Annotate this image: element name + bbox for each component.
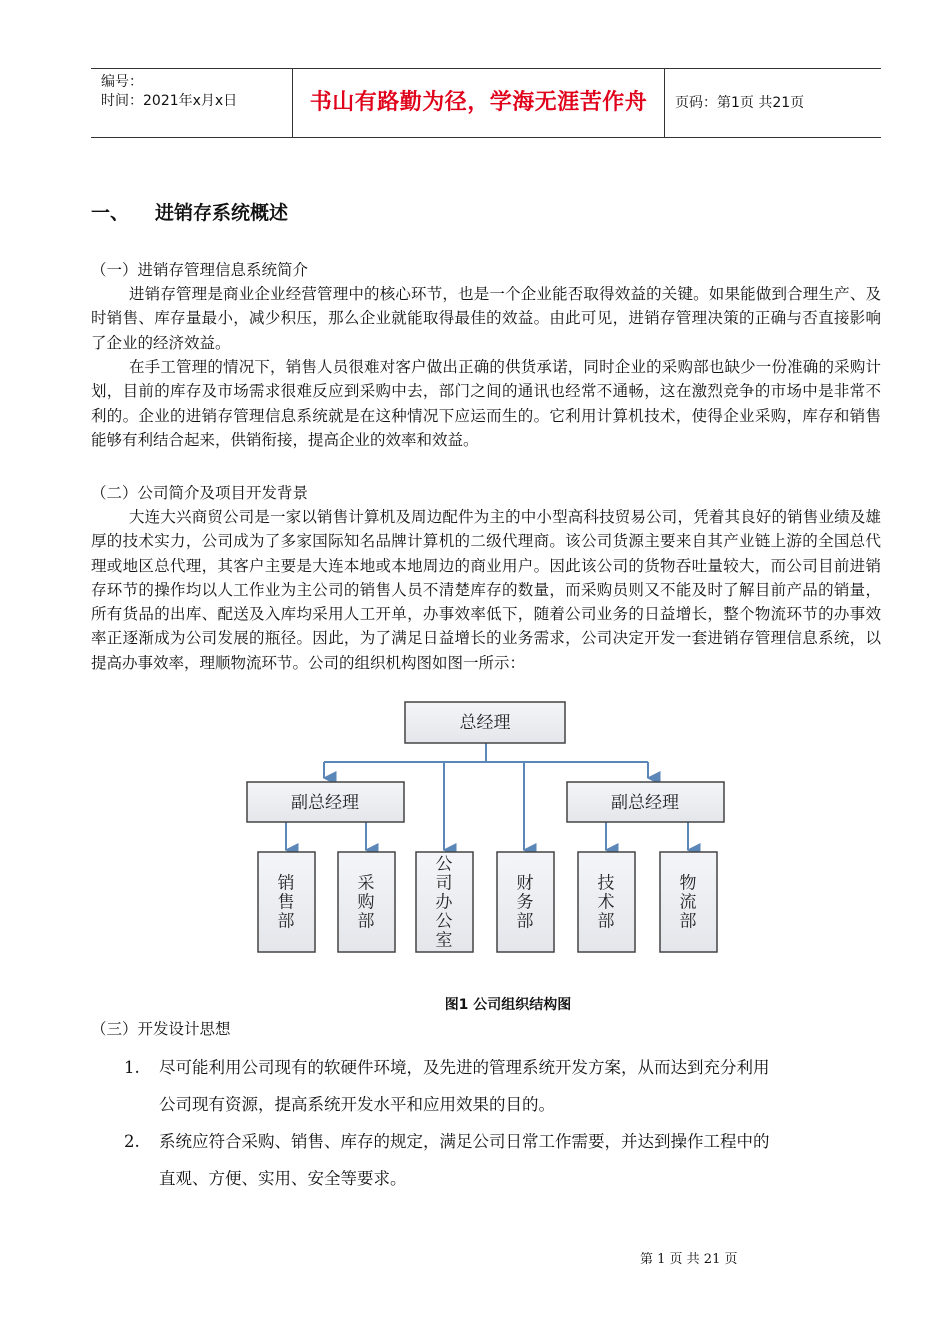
paragraph: 进销存管理是商业企业经营管理中的核心环节，也是一个企业能否取得效益的关键。如果能做到合理生产、及时销售、库存量最小，减少积压，那么企业就能取得最佳的效益。由此可见，进销存管理决策的正确与否直接影响了企业的经济效益。 (91, 285, 881, 352)
org-label-dept-char: 采 (357, 873, 375, 894)
org-label-vp-left: 副总经理 (291, 793, 359, 813)
list-line: 公司现有资源，提高系统开发水平和应用效果的目的。 (159, 1095, 555, 1114)
section-number: 一、 (91, 202, 130, 224)
org-label-dept-char: 技 (597, 873, 615, 894)
subsection-title-3: （三）开发设计思想 (91, 1020, 231, 1038)
org-label-dept-char: 部 (679, 911, 697, 932)
org-label-dept-char: 司 (435, 873, 453, 894)
org-label-dept-char: 售 (277, 892, 295, 913)
list-line: 系统应符合采购、销售、库存的规定，满足公司日常工作需要，并达到操作工程中的 (159, 1132, 770, 1151)
list-text (159, 1123, 884, 1197)
subsection-title-1: （一）进销存管理信息系统简介 (91, 261, 309, 279)
org-label-dept-char: 购 (357, 892, 375, 913)
org-label-dept-char: 办 (435, 892, 453, 913)
org-label-dept-char: 财 (516, 873, 534, 894)
org-label-dept-char: 公 (435, 911, 453, 932)
org-label-dept-char: 室 (435, 930, 453, 951)
page-footer: 第 1 页 共 21 页 (640, 1252, 738, 1267)
org-label-dept-char: 务 (516, 892, 534, 913)
section-title: 进销存系统概述 (155, 202, 289, 224)
list-line: 尽可能利用公司现有的软硬件环境，及先进的管理系统开发方案，从而达到充分利用 (159, 1058, 770, 1077)
org-label-dept-char: 物 (679, 873, 697, 894)
org-label-vp-right: 副总经理 (611, 793, 679, 813)
time-label: 时间：2021年x月x日 (101, 93, 238, 109)
org-label-dept-char: 部 (597, 911, 615, 932)
org-label-dept-char: 销 (277, 873, 295, 894)
number-label: 编号： (101, 74, 143, 90)
list-line: 直观、方便、实用、安全等要求。 (159, 1169, 407, 1188)
org-label-dept-char: 部 (516, 911, 534, 932)
figure-caption: 图1 公司组织结构图 (444, 997, 572, 1013)
org-label-dept-char: 术 (597, 892, 615, 913)
org-label-dept-char: 流 (679, 892, 697, 913)
subsection-title-2: （二）公司简介及项目开发背景 (91, 484, 309, 502)
org-label-dept-char: 部 (277, 911, 295, 932)
org-label-dept-char: 部 (357, 911, 375, 932)
paragraph: 在手工管理的情况下，销售人员很难对客户做出正确的供货承诺，同时企业的采购部也缺少一份准确的采购计划，目前的库存及市场需求很难反应到采购中去，部门之间的通讯也经常不通畅，这在激烈竞争的市场中是非常不利的。企业的进销存管理信息系统就是在这种情况下应运而生的。它利用计算机技术，使得企业采购，库存和销售能够有利结合起来，供销衔接，提高企业的效率和效益。 (91, 358, 881, 449)
list-text (159, 1049, 884, 1123)
list-number: 1. (124, 1058, 140, 1077)
list-number: 2. (124, 1132, 140, 1151)
header-page-info: 页码：第1页 共21页 (675, 95, 805, 111)
org-label-dept-char: 公 (435, 854, 453, 875)
header-motto: 书山有路勤为径，学海无涯苦作舟 (293, 69, 665, 137)
org-label-ceo: 总经理 (459, 713, 511, 733)
paragraph: 大连大兴商贸公司是一家以销售计算机及周边配件为主的中小型高科技贸易公司，凭着其良好的销售业绩及雄厚的技术实力，公司成为了多家国际知名品牌计算机的二级代理商。该公司货源主要来自其产业链上游的全国总代理或地区总代理，其客户主要是大连本地或本地周边的商业用户。因此该公司的货物吞吐量较大，而公司目前进销存环节的操作均以人工作业为主公司的销售人员不清楚库存的数量，而采购员则又不能及时了解目前产品的销量，所有货品的出库、配送及入库均采用人工开单，办事效率低下，随着公司业务的日益增长，整个物流环节的办事效率正逐渐成为公司发展的瓶径。因此，为了满足日益增长的业务需求，公司决定开发一套进销存管理信息系统，以提高办事效率，理顺物流环节。公司的组织机构图如图一所示： (91, 508, 881, 672)
